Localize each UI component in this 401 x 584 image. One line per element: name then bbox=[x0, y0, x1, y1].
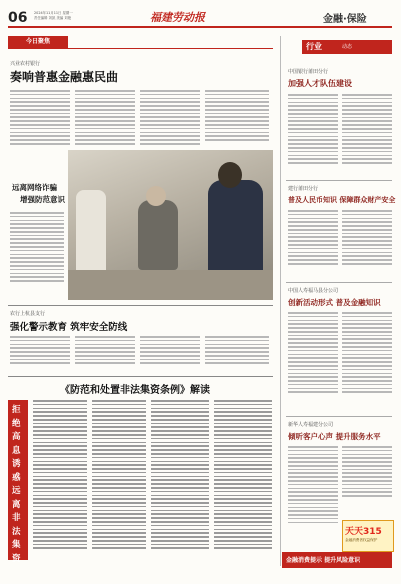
r4-body-col2 bbox=[342, 446, 392, 499]
agri-body-col1 bbox=[10, 336, 70, 366]
lead-kicker: 兴业农村银行 bbox=[10, 61, 41, 67]
section-tag: 今日聚焦 bbox=[8, 36, 68, 48]
r3-body-col2 bbox=[342, 312, 392, 395]
tag-rule bbox=[8, 48, 273, 49]
photo-figure-left bbox=[76, 190, 106, 270]
r3-body-col1 bbox=[288, 312, 338, 395]
photo-head-staff bbox=[218, 162, 242, 188]
r2-body-col2 bbox=[342, 210, 392, 267]
lead-body-col2 bbox=[75, 90, 135, 147]
law-body-col2 bbox=[92, 400, 146, 551]
fraud-title-line2: 增强防范意识 bbox=[20, 195, 65, 204]
lead-title: 奏响普惠金融惠民曲 bbox=[10, 70, 119, 84]
r1-body-col2 bbox=[342, 94, 392, 166]
ad-badge-main: 天天315 bbox=[345, 527, 382, 537]
agri-body-col3 bbox=[140, 336, 200, 366]
ad-bottom-strip-text: 金融消费提示 提升风险意识 bbox=[286, 557, 361, 564]
r4-title: 倾听客户心声 提升服务水平 bbox=[288, 432, 381, 441]
lead-body-col1 bbox=[10, 90, 70, 147]
ad-badge-sub: 金融消费者权益保护 bbox=[345, 538, 378, 542]
lead-body-col4 bbox=[205, 90, 269, 143]
vertical-banner-text: 拒绝高息诱惑远离非法集资 bbox=[12, 405, 21, 564]
news-photo bbox=[68, 150, 273, 300]
divider-r2 bbox=[286, 180, 392, 181]
agri-title: 强化警示教育 筑牢安全防线 bbox=[10, 322, 128, 333]
r1-kicker: 中国银行莆田分行 bbox=[288, 69, 329, 75]
r1-body-col1 bbox=[288, 94, 338, 166]
header-rule bbox=[8, 26, 392, 28]
law-title: 《防范和处置非法集资条例》解读 bbox=[60, 385, 210, 396]
divider-r4 bbox=[286, 416, 392, 417]
agri-kicker: 农行上杭县支行 bbox=[10, 311, 46, 317]
r2-body-col1 bbox=[288, 210, 338, 267]
law-body-col3 bbox=[151, 400, 209, 551]
divider-r3 bbox=[286, 282, 392, 283]
r2-kicker: 建行莆田分行 bbox=[288, 186, 319, 192]
lead-body-col3 bbox=[140, 90, 200, 147]
section-title: 金融·保险 bbox=[323, 14, 367, 25]
industry-tag bbox=[302, 40, 392, 54]
industry-tag-sub: 动态 bbox=[342, 44, 353, 50]
vertical-banner bbox=[8, 400, 28, 564]
divider-agri bbox=[8, 305, 273, 306]
ad-badge bbox=[342, 520, 394, 552]
industry-tag-main: 行业 bbox=[306, 42, 322, 51]
r4-body-col1 bbox=[288, 446, 338, 525]
editor-info: 责任编辑 刘凯 美编 刘艳 bbox=[34, 16, 72, 20]
page-number: 06 bbox=[8, 10, 28, 26]
r3-title: 创新活动形式 普及金融知识 bbox=[288, 298, 381, 307]
photo-face-elder bbox=[146, 186, 166, 206]
masthead-logo: 福建劳动报 bbox=[150, 11, 205, 24]
r4-kicker: 新华人寿福建分公司 bbox=[288, 422, 334, 428]
r3-kicker: 中国人寿福马县分公司 bbox=[288, 288, 339, 294]
divider-law bbox=[8, 376, 273, 377]
law-body-col4 bbox=[214, 400, 272, 551]
date-info: 2024年11月11日 星期一 bbox=[34, 11, 73, 15]
fraud-body bbox=[10, 212, 64, 284]
fraud-title-line1: 远离网络诈骗 bbox=[12, 183, 57, 192]
r1-title: 加强人才队伍建设 bbox=[288, 78, 352, 88]
r2-title: 普及人民币知识 保障群众财产安全 bbox=[288, 195, 396, 204]
photo-floor bbox=[68, 270, 273, 300]
ad-bottom-strip bbox=[282, 552, 392, 568]
column-divider bbox=[280, 36, 281, 566]
agri-body-col2 bbox=[75, 336, 135, 366]
photo-figure-elder bbox=[138, 200, 178, 270]
law-body-col1 bbox=[33, 400, 87, 551]
agri-body-col4 bbox=[205, 336, 269, 366]
